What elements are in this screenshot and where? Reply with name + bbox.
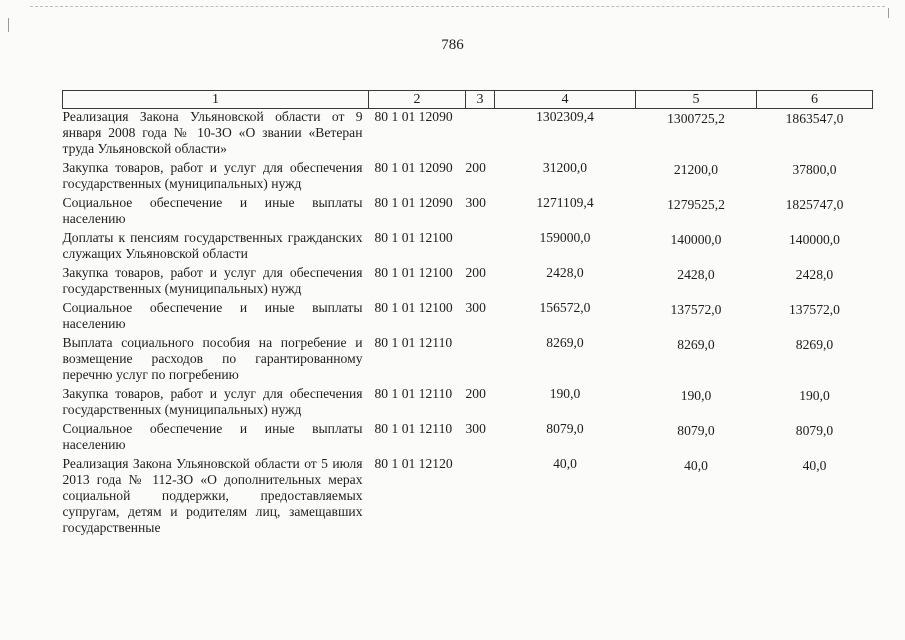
row-description: Социальное обеспечение и иные выплаты населению: [62, 421, 363, 452]
row-value-col4: 31200,0: [542, 160, 588, 175]
column-header: 3: [466, 91, 495, 109]
row-value-col4: 2428,0: [546, 265, 584, 280]
row-value-col4: 156572,0: [539, 300, 591, 315]
row-expense-type: 300: [465, 195, 486, 210]
row-value-col6: 190,0: [799, 388, 830, 403]
row-expense-type: 300: [465, 300, 486, 315]
row-value-col6: 40,0: [802, 458, 827, 473]
row-expense-type: [466, 230, 495, 265]
row-code: 80 1 01 12120: [374, 456, 453, 471]
row-value-col5: 137572,0: [670, 302, 722, 317]
row-expense-type: 200: [465, 265, 486, 280]
column-header: 4: [495, 91, 636, 109]
row-description: Реализация Закона Ульяновской области от 5 июля 2013 года № 112-ЗО «О дополнительных мерах социальной поддержки, предоставляемых супругам, детям и родителям лиц, замещавших государственные: [62, 456, 363, 535]
budget-table: [62, 90, 873, 539]
table-row: [63, 421, 873, 456]
row-expense-type: 200: [465, 386, 486, 401]
table-row: [63, 265, 873, 300]
row-value-col6: 137572,0: [789, 302, 840, 317]
row-value-col4: 8269,0: [546, 335, 584, 350]
row-code: 80 1 01 12110: [374, 386, 453, 401]
table-row: [63, 386, 873, 421]
row-value-col5: 2428,0: [677, 267, 715, 282]
row-value-col4: 40,0: [553, 456, 577, 471]
column-header: 5: [636, 91, 757, 109]
row-value-col4: 8079,0: [546, 421, 584, 436]
row-description: Реализация Закона Ульяновской области от 9 января 2008 года № 10-ЗО «О звании «Ветеран труда Ульяновской области»: [62, 109, 363, 156]
row-value-col4: 1271109,4: [536, 195, 594, 210]
column-header: 6: [757, 91, 873, 109]
row-description: Закупка товаров, работ и услуг для обеспечения государственных (муниципальных) нужд: [62, 265, 363, 296]
row-value-col6: 140000,0: [789, 232, 840, 247]
row-description: Закупка товаров, работ и услуг для обеспечения государственных (муниципальных) нужд: [62, 386, 363, 417]
table-row: [63, 300, 873, 335]
row-value-col4: 159000,0: [539, 230, 591, 245]
row-code: 80 1 01 12110: [374, 421, 453, 436]
row-value-col5: 8079,0: [677, 423, 715, 438]
row-code: 80 1 01 12110: [374, 335, 453, 350]
row-code: 80 1 01 12090: [374, 109, 453, 124]
scan-edge-line: [30, 6, 885, 9]
row-value-col5: 21200,0: [673, 162, 719, 177]
table-row: [63, 195, 873, 230]
row-description: Социальное обеспечение и иные выплаты населению: [62, 195, 363, 226]
table-row: [63, 109, 873, 161]
row-value-col4: 190,0: [549, 386, 581, 401]
row-value-col5: 140000,0: [670, 232, 722, 247]
row-expense-type: [466, 335, 495, 386]
row-value-col6: 1825747,0: [785, 197, 844, 212]
row-description: Социальное обеспечение и иные выплаты населению: [62, 300, 363, 331]
row-expense-type: 200: [465, 160, 486, 175]
row-expense-type: 300: [465, 421, 486, 436]
row-description: Закупка товаров, работ и услуг для обеспечения государственных (муниципальных) нужд: [62, 160, 363, 191]
row-value-col4: 1302309,4: [536, 109, 594, 124]
scan-mark: [8, 18, 9, 32]
row-expense-type: [466, 109, 495, 161]
column-header: 2: [369, 91, 466, 109]
row-expense-type: [466, 456, 495, 539]
row-value-col6: 1863547,0: [785, 111, 844, 126]
row-value-col5: 1279525,2: [667, 197, 725, 212]
table-header-row: [63, 91, 873, 109]
table-body: [63, 109, 873, 540]
column-header: 1: [63, 91, 369, 109]
row-code: 80 1 01 12100: [374, 230, 453, 245]
row-value-col6: 2428,0: [795, 267, 834, 282]
row-description: Доплаты к пенсиям государственных гражданских служащих Ульяновской области: [62, 230, 363, 261]
row-value-col6: 37800,0: [792, 162, 837, 177]
scan-mark: [888, 8, 889, 18]
row-code: 80 1 01 12090: [374, 195, 453, 210]
row-value-col5: 8269,0: [677, 337, 715, 352]
row-value-col5: 1300725,2: [667, 111, 725, 126]
table-row: [63, 160, 873, 195]
row-value-col5: 40,0: [684, 458, 708, 473]
page-number: 786: [441, 37, 464, 53]
table-row: [63, 456, 873, 539]
row-description: Выплата социального пособия на погребение и возмещение расходов по гарантированному перечню услуг по погребению: [62, 335, 363, 382]
row-value-col6: 8269,0: [795, 337, 834, 352]
table-row: [63, 230, 873, 265]
row-value-col6: 8079,0: [795, 423, 834, 438]
row-code: 80 1 01 12100: [374, 300, 453, 315]
table-row: [63, 335, 873, 386]
row-code: 80 1 01 12100: [374, 265, 453, 280]
row-value-col5: 190,0: [680, 388, 712, 403]
row-code: 80 1 01 12090: [374, 160, 453, 175]
